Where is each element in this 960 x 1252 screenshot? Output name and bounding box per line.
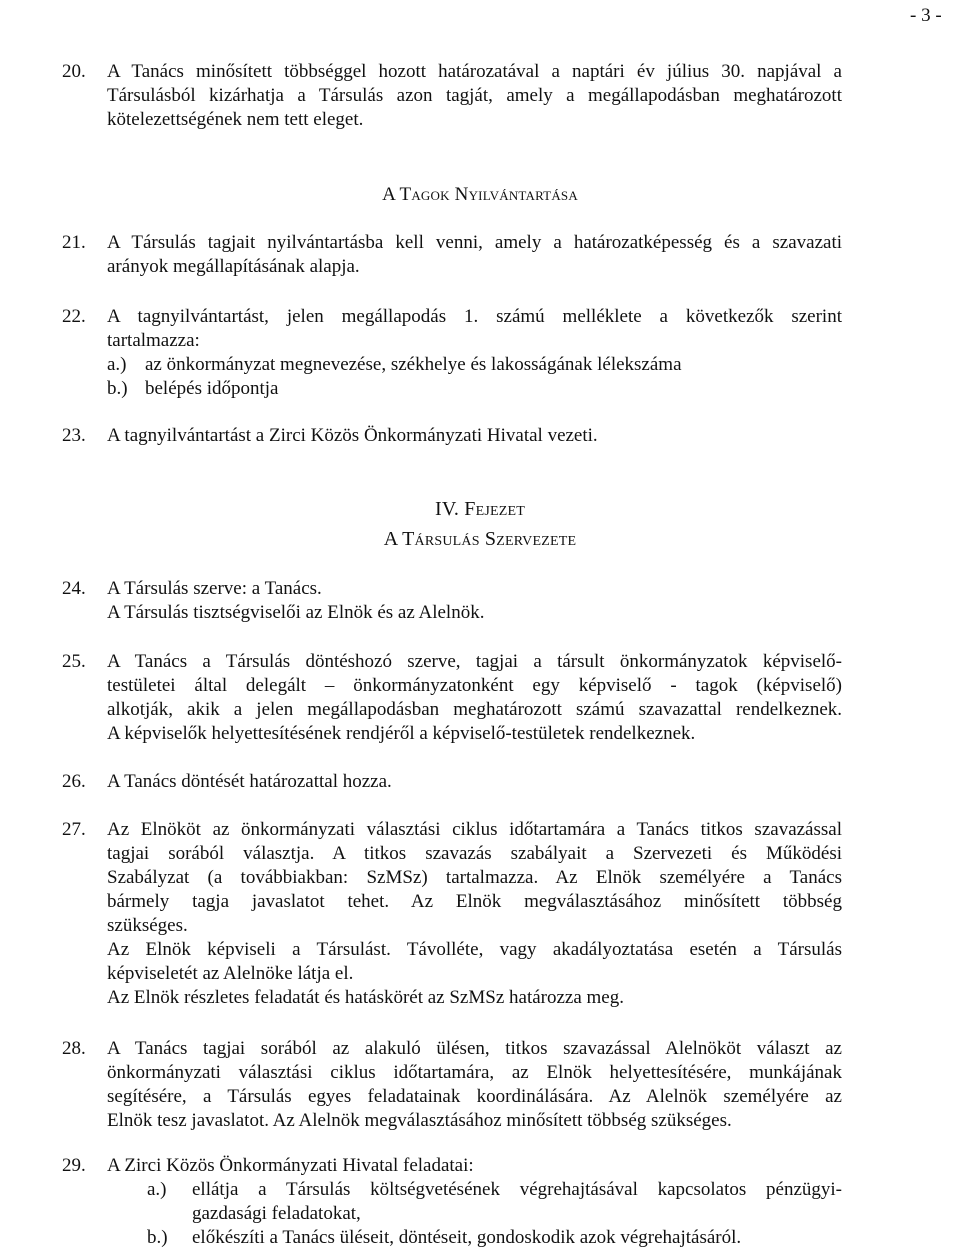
text-line: Elnök tesz javaslatot. Az Alelnök megválasztásához minősített többség szükséges. [107, 1110, 732, 1131]
text-line: tartalmazza: [107, 330, 200, 351]
page-number: - 3 - [910, 5, 942, 26]
list-item-label: b.) [147, 1227, 168, 1248]
text-line: bármely tagja javaslatot tehet. Az Elnök megválasztásához minősített többség [107, 891, 842, 912]
text-line: A Társulás tisztségviselői az Elnök és az Alelnök. [107, 602, 485, 623]
paragraph-number: 29. [62, 1155, 86, 1176]
list-item-text: belépés időpontja [145, 378, 279, 399]
text-line: Szabályzat (a továbbiakban: SzMSz) tartalmazza. Az Elnök személyére a Tanács [107, 867, 842, 888]
paragraph-number: 22. [62, 306, 86, 327]
list-item [147, 1226, 842, 1250]
list-item-text [192, 1226, 842, 1250]
text-line: testületei által delegált – önkormányzatonként egy képviselő - tagok (képviselő) [107, 675, 842, 696]
text-line: Az Elnök képviseli a Társulást. Távolléte, vagy akadályoztatása esetén a Társulás [107, 939, 842, 960]
text-line: képviseletét az Alelnöke látja el. [107, 963, 354, 984]
text-line: ellátja a Társulás költségvetésének végrehajtásával kapcsolatos pénzügyi- [192, 1179, 842, 1200]
text-line: önkormányzati választási ciklus időtartamára, az Elnök helyettesítésére, munkájának [107, 1062, 842, 1083]
list-item-label: a.) [147, 1179, 167, 1200]
text-line: arányok megállapításának alapja. [107, 256, 360, 277]
text-line: A Tanács döntését határozattal hozza. [107, 771, 392, 792]
text-line: A Tanács minősített többséggel hozott határozatával a naptári év július 30. napjával a [107, 61, 842, 82]
text-line: A Tanács a Társulás döntéshozó szerve, tagjai a társult önkormányzatok képviselő- [107, 651, 842, 672]
chapter-title: A Társulás Szervezete [383, 528, 577, 550]
paragraph-number: 28. [62, 1038, 86, 1059]
list-item [147, 1178, 842, 1226]
text-line: segítésére, a Társulás egyes feladatainak koordinálására. Az Alelnök személyére az [107, 1086, 842, 1107]
paragraph-number: 21. [62, 232, 86, 253]
list-item-label: b.) [107, 378, 128, 399]
text-line: gazdasági feladatokat, [192, 1203, 361, 1224]
paragraph-number: 24. [62, 578, 86, 599]
paragraph-number: 23. [62, 425, 86, 446]
text-line: A Tanács tagjai sorából az alakuló ülésen, titkos szavazással Alelnököt választ az [107, 1038, 842, 1059]
list-item-label: a.) [107, 354, 127, 375]
paragraph-number: 26. [62, 771, 86, 792]
paragraph-number: 25. [62, 651, 86, 672]
text-line: tagjai sorából választja. A titkos szavazás szabályait a Szervezeti és Működési [107, 843, 842, 864]
paragraph-number: 27. [62, 819, 86, 840]
list-item-text [192, 1178, 842, 1226]
text-line: A tagnyilvántartást, jelen megállapodás 1. számú melléklete a következők szerint [107, 306, 842, 327]
text-line: Társulásból kizárhatja a Társulás azon tagját, amely a megállapodásban meghatározott [107, 85, 842, 106]
text-line: Az Elnök részletes feladatát és hatáskörét az SzMSz határozza meg. [107, 987, 624, 1008]
text-line: kötelezettségének nem tett eleget. [107, 109, 364, 130]
section-heading: A Tagok Nyilvántartása [382, 184, 578, 205]
text-line: alkotják, akik a jelen megállapodásban meghatározott számú szavazattal rendelkeznek. [107, 699, 842, 720]
list-item-text: az önkormányzat megnevezése, székhelye és lakosságának lélekszáma [145, 354, 682, 375]
text-line: A Társulás szerve: a Tanács. [107, 578, 322, 599]
text-line: A Zirci Közös Önkormányzati Hivatal feladatai: [107, 1155, 474, 1176]
text-line: A Társulás tagjait nyilvántartásba kell venni, amely a határozatképesség és a szavazati [107, 232, 842, 253]
text-line: előkészíti a Tanács üléseit, döntéseit, gondoskodik azok végrehajtásáról. [192, 1227, 742, 1248]
list-item [107, 353, 842, 377]
paragraph-number: 20. [62, 61, 86, 82]
text-line: A képviselők helyettesítésének rendjéről a képviselő-testületek rendelkeznek. [107, 723, 696, 744]
text-line: szükséges. [107, 915, 188, 936]
list-item [107, 377, 842, 401]
chapter-number: IV. Fejezet [434, 498, 526, 520]
text-line: Az Elnököt az önkormányzati választási ciklus időtartamára a Tanács titkos szavazással [107, 819, 842, 840]
text-line: A tagnyilvántartást a Zirci Közös Önkormányzati Hivatal vezeti. [107, 425, 598, 446]
